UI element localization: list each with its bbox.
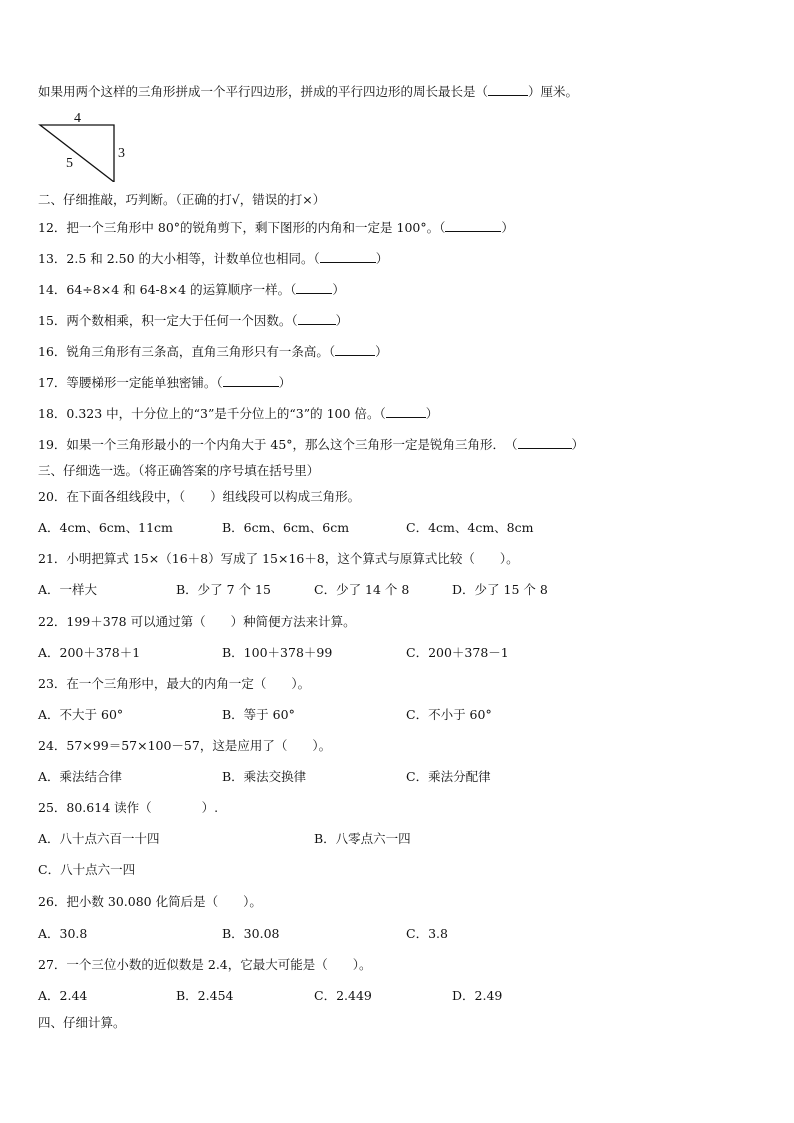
- answer-blank: [335, 343, 375, 356]
- option-b: B．6cm、6cm、6cm: [222, 520, 350, 535]
- triangle-figure: [34, 112, 134, 182]
- judge-text: 12．把一个三角形中 80°的锐角剪下，剩下图形的内角和一定是 100°。（: [38, 220, 446, 235]
- judge-text: 15．两个数相乘，积一定大于任何一个因数。（: [38, 313, 298, 328]
- question-26: 26．把小数 30.080 化简后是（ ）。: [38, 894, 262, 909]
- option-c: C．3.8: [406, 926, 448, 941]
- intro-question-end: ）厘米。: [528, 84, 579, 99]
- judge-item-17: [38, 374, 291, 391]
- answer-blank: [320, 250, 376, 263]
- judge-end: ）: [375, 251, 389, 266]
- option-b: B．乘法交换律: [222, 769, 307, 784]
- answer-blank: [488, 83, 528, 96]
- judge-end: ）: [278, 375, 292, 390]
- judge-item-15: [38, 312, 348, 329]
- judge-text: 13．2.5 和 2.50 的大小相等，计数单位也相同。（: [38, 251, 320, 266]
- judge-end: ）: [425, 406, 439, 421]
- judge-item-16: [38, 343, 388, 360]
- option-c: C．200＋378－1: [406, 645, 509, 660]
- judge-text: 18．0.323 中，十分位上的“3”是千分位上的“3”的 100 倍。（: [38, 406, 386, 421]
- judge-end: ）: [571, 437, 585, 452]
- option-a: A．2.44: [38, 988, 88, 1003]
- question-21: 21．小明把算式 15×（16＋8）写成了 15×16＋8，这个算式与原算式比较（ ）。: [38, 551, 519, 566]
- answer-blank: [298, 312, 336, 325]
- judge-text: 16．锐角三角形有三条高，直角三角形只有一条高。（: [38, 344, 336, 359]
- triangle-label-hyp: 5: [66, 156, 73, 171]
- answer-blank: [223, 374, 279, 387]
- section2-title: 二、仔细推敲，巧判断。（正确的打√，错误的打×）: [38, 192, 326, 207]
- option-d: D．少了 15 个 8: [452, 582, 548, 597]
- option-b: B．2.454: [176, 988, 234, 1003]
- option-c: C．不小于 60°: [406, 707, 492, 722]
- question-25: 25．80.614 读作（ ）.: [38, 800, 219, 815]
- option-b: B．30.08: [222, 926, 280, 941]
- judge-end: ）: [375, 344, 388, 359]
- option-a: A．200＋378＋1: [38, 645, 141, 660]
- option-c: C．4cm、4cm、8cm: [406, 520, 534, 535]
- judge-item-18: [38, 405, 438, 422]
- judge-text: 17．等腰梯形一定能单独密铺。（: [38, 375, 223, 390]
- judge-item-12: [38, 219, 514, 236]
- triangle-label-right: 3: [118, 146, 125, 161]
- option-b: B．少了 7 个 15: [176, 582, 271, 597]
- judge-item-13: [38, 250, 388, 267]
- question-22: 22．199＋378 可以通过第（ ）种简便方法来计算。: [38, 614, 356, 629]
- judge-end: ）: [332, 282, 345, 297]
- question-23: 23．在一个三角形中，最大的内角一定（ ）。: [38, 676, 311, 691]
- option-a: A．八十点六百一十四: [38, 831, 160, 846]
- question-27: 27．一个三位小数的近似数是 2.4，它最大可能是（ ）。: [38, 957, 372, 972]
- judge-text: 19．如果一个三角形最小的一个内角大于 45°，那么这个三角形一定是锐角三角形． （: [38, 437, 518, 452]
- option-c: C．乘法分配律: [406, 769, 491, 784]
- option-a: A．30.8: [38, 926, 88, 941]
- option-a: A．不大于 60°: [38, 707, 124, 722]
- answer-blank: [296, 281, 332, 294]
- intro-question-text: 如果用两个这样的三角形拼成一个平行四边形，拼成的平行四边形的周长最长是（: [38, 84, 489, 99]
- judge-item-19: [38, 436, 584, 453]
- question-20: 20．在下面各组线段中，（ ）组线段可以构成三角形。: [38, 489, 361, 504]
- answer-blank: [518, 436, 572, 449]
- judge-end: ）: [501, 220, 514, 235]
- triangle-label-top: 4: [74, 112, 81, 126]
- option-d: D．2.49: [452, 988, 503, 1003]
- section4-title: 四、仔细计算。: [38, 1015, 126, 1030]
- right-triangle: [40, 125, 114, 182]
- option-b: B．等于 60°: [222, 707, 295, 722]
- option-a: A．4cm、6cm、11cm: [38, 520, 173, 535]
- option-c: C．少了 14 个 8: [314, 582, 410, 597]
- answer-blank: [386, 405, 426, 418]
- question-24: 24．57×99＝57×100－57，这是应用了（ ）。: [38, 738, 332, 753]
- section3-title: 三、仔细选一选。（将正确答案的序号填在括号里）: [38, 463, 320, 478]
- option-c: C．八十点六一四: [38, 862, 136, 877]
- answer-blank: [445, 219, 501, 232]
- option-a: A．乘法结合律: [38, 769, 123, 784]
- judge-item-14: [38, 281, 345, 298]
- option-a: A．一样大: [38, 582, 98, 597]
- option-b: B．八零点六一四: [314, 831, 411, 846]
- intro-question: [38, 83, 578, 100]
- judge-end: ）: [335, 313, 349, 328]
- option-c: C．2.449: [314, 988, 372, 1003]
- option-b: B．100＋378＋99: [222, 645, 333, 660]
- judge-text: 14．64÷8×4 和 64-8×4 的运算顺序一样。（: [38, 282, 297, 297]
